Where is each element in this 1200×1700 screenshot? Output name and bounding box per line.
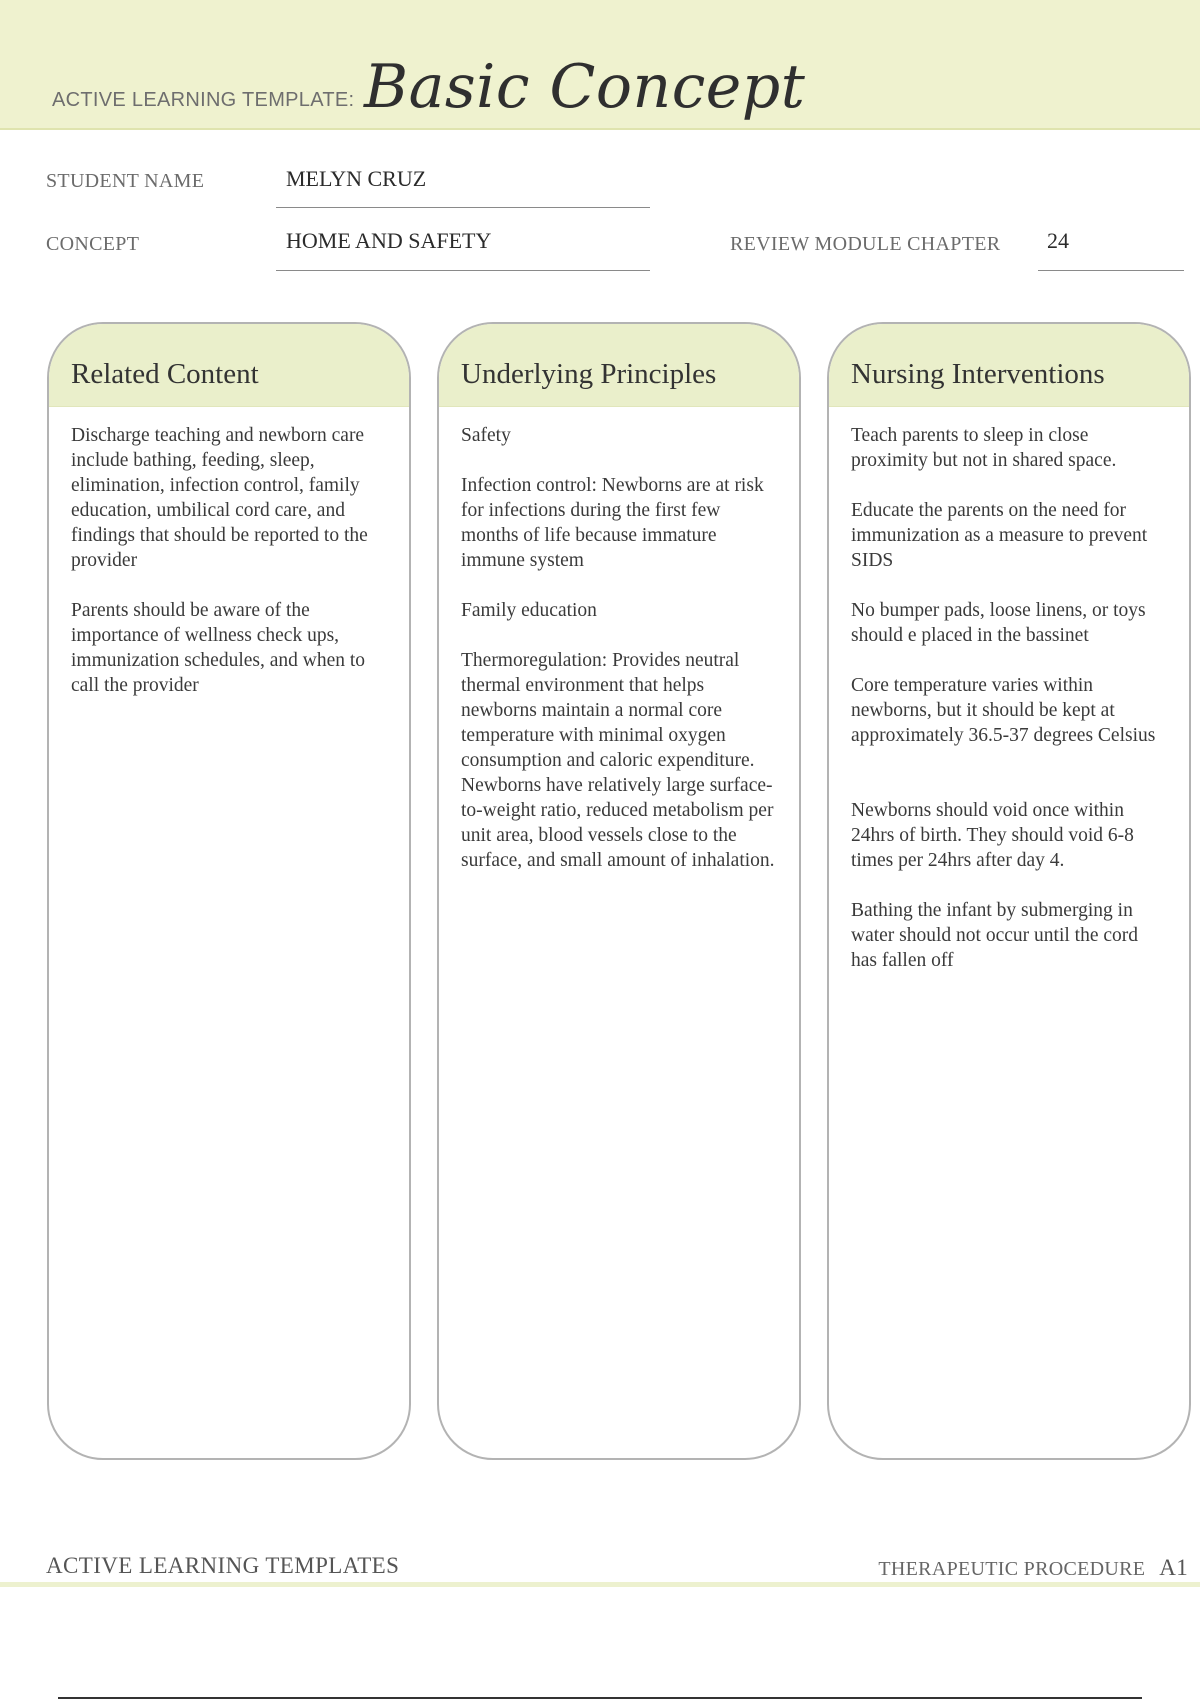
student-name-value[interactable]: MELYN CRUZ [286, 166, 427, 191]
concept-underline [276, 270, 650, 271]
underlying-principles-panel [437, 322, 801, 1460]
footer-right [878, 1555, 1188, 1581]
page-code: A1 [1159, 1555, 1188, 1580]
template-label: ACTIVE LEARNING TEMPLATE: [52, 89, 355, 111]
panel-paragraph: Infection control: Newborns are at risk for infections during the first few months of life because immature immune system [461, 475, 764, 571]
student-name-underline [276, 207, 650, 208]
panel-paragraph: Discharge teaching and newborn care include bathing, feeding, sleep, elimination, infection control, family education, umbilical cord care, and findings that should be reported to the provider [71, 425, 368, 571]
footer-left-label: ACTIVE LEARNING TEMPLATES [46, 1553, 400, 1578]
review-module-value[interactable]: 24 [1047, 228, 1069, 253]
panel-paragraph: Family education [461, 600, 597, 621]
review-module-label: REVIEW MODULE CHAPTER [730, 233, 1001, 255]
review-module-underline [1038, 270, 1184, 271]
related-content-panel [47, 322, 411, 1460]
panel-paragraph: Parents should be aware of the importance of wellness check ups, immunization schedules, and when to call the provider [71, 600, 366, 696]
panel-title: Underlying Principles [439, 324, 799, 407]
panel-body [829, 407, 1189, 973]
panel-title: Related Content [49, 324, 409, 407]
student-name-label: STUDENT NAME [46, 170, 205, 192]
panel-paragraph: Teach parents to sleep in close proximity but not in shared space. [851, 425, 1117, 471]
panel-paragraph: No bumper pads, loose linens, or toys should e placed in the bassinet [851, 600, 1146, 646]
concept-value[interactable]: HOME AND SAFETY [286, 228, 492, 253]
footer-band [0, 1582, 1200, 1587]
bottom-rule [58, 1697, 1142, 1699]
footer-right-label: THERAPEUTIC PROCEDURE [878, 1558, 1146, 1580]
panel-paragraph: Thermoregulation: Provides neutral thermal environment that helps newborns maintain a normal core temperature with minimal oxygen consumption and caloric expenditure. Newborns have relatively large surface-to-weight ratio, reduced metabolism per unit area, blood vessels close to the surface, and small amount of inhalation. [461, 650, 775, 871]
concept-label: CONCEPT [46, 233, 140, 255]
panel-paragraph: Bathing the infant by submerging in water should not occur until the cord has fallen off [851, 900, 1139, 971]
panel-title: Nursing Interventions [829, 324, 1189, 407]
panel-paragraph: Educate the parents on the need for immunization as a measure to prevent SIDS [851, 500, 1148, 571]
panel-paragraph: Core temperature varies within newborns, but it should be kept at approximately 36.5-37 degrees Celsius [851, 675, 1156, 746]
nursing-interventions-panel [827, 322, 1191, 1460]
template-title: Basic Concept [364, 52, 806, 122]
panel-paragraph: Newborns should void once within 24hrs of birth. They should void 6-8 times per 24hrs after day 4. [851, 800, 1134, 871]
panel-body [439, 407, 799, 873]
panel-body [49, 407, 409, 698]
panel-paragraph: Safety [461, 425, 511, 446]
